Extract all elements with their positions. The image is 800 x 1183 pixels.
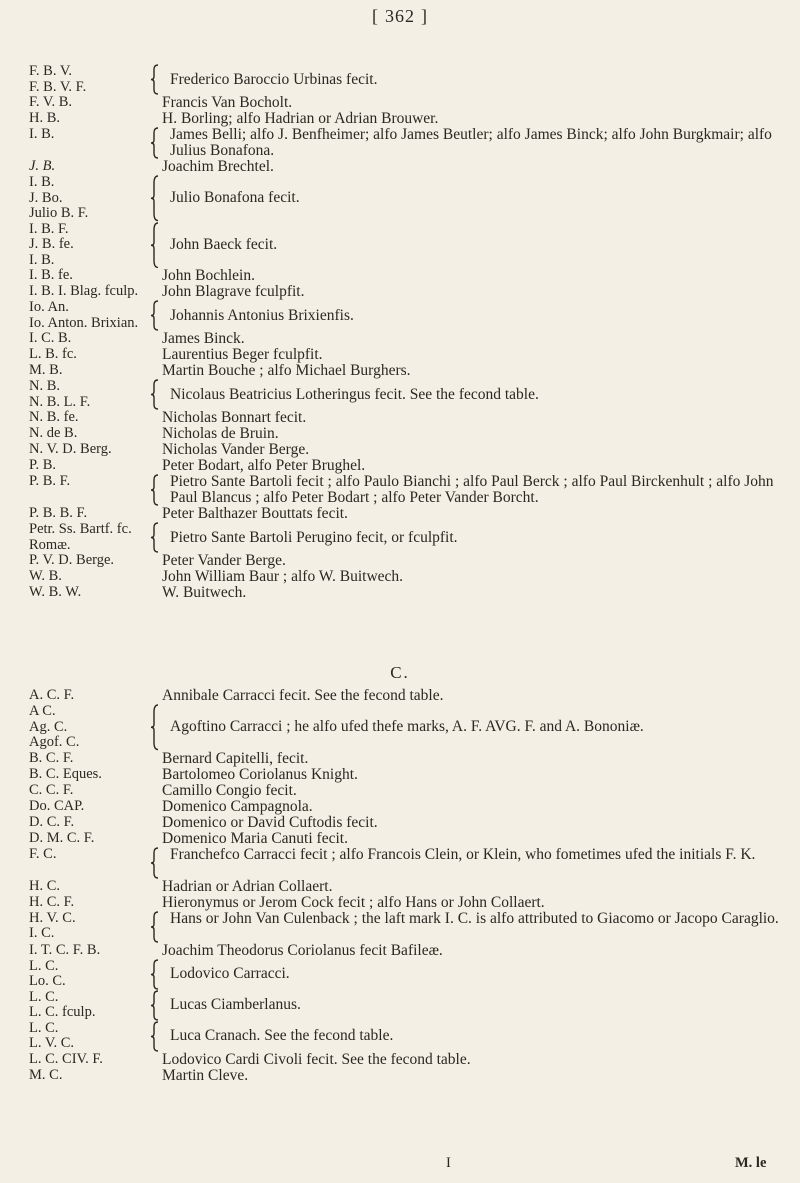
monogram-mark: Romæ. — [29, 536, 71, 553]
monogram-mark: Io. An. — [29, 299, 69, 315]
artist-description: Bartolomeo Coriolanus Knight. — [162, 765, 358, 783]
monogram-marks — [29, 688, 144, 704]
monogram-marks — [29, 831, 144, 847]
monogram-mark: Do. CAP. — [29, 797, 85, 814]
monogram-mark: L. C. — [29, 1019, 59, 1036]
monogram-marks — [29, 284, 144, 300]
monogram-mark: N. V. D. Berg. — [29, 441, 112, 457]
artist-description: Peter Balthazer Bouttats fecit. — [162, 505, 348, 522]
signature-mark: I — [446, 1155, 451, 1171]
monogram-marks — [29, 222, 144, 269]
artist-description: Nicholas Bonnart fecit. — [162, 409, 307, 426]
monogram-mark: I. B. — [29, 174, 55, 190]
monogram-marks — [29, 159, 144, 175]
monogram-mark: N. B. fe. — [29, 409, 79, 425]
monogram-marks — [29, 895, 144, 911]
monogram-mark: N. de B. — [29, 425, 78, 441]
artist-description: Johannis Antonius Brixienfis. — [170, 306, 354, 324]
artist-description: Domenico Maria Canuti fecit. — [162, 829, 348, 847]
monogram-mark: L. B. fc. — [29, 346, 77, 362]
monogram-marks — [29, 569, 144, 585]
monogram-marks — [29, 815, 144, 831]
monogram-marks — [29, 783, 144, 799]
monogram-marks — [29, 268, 144, 284]
artist-description: Julio Bonafona fecit. — [170, 189, 300, 207]
monogram-marks — [29, 64, 144, 95]
monogram-mark: F. V. B. — [29, 94, 73, 110]
monogram-mark: J. B. — [29, 158, 56, 174]
artist-description: Martin Cleve. — [162, 1066, 249, 1084]
monogram-marks — [29, 990, 144, 1021]
monogram-mark: D. C. F. — [29, 813, 75, 830]
monogram-mark: M. C. — [29, 1066, 63, 1083]
monogram-marks — [29, 767, 144, 783]
monogram-mark: I. C. — [29, 925, 55, 941]
brace-icon — [150, 847, 162, 879]
monogram-mark: B. C. F. — [29, 749, 74, 766]
artist-description: Domenico Campagnola. — [162, 797, 313, 815]
monogram-mark: A C. — [29, 703, 56, 719]
monogram-mark: I. B. F. — [29, 220, 69, 237]
monogram-mark: F. B. V. — [29, 63, 73, 79]
monogram-mark: M. B. — [29, 362, 63, 378]
artist-description: Luca Cranach. See the fecond table. — [170, 1027, 394, 1044]
monogram-mark: I. C. B. — [29, 330, 72, 346]
monogram-marks — [29, 300, 144, 331]
artist-description: Pietro Sante Bartoli fecit ; alfo Paulo Bianchi ; alfo Paul Berck ; alfo Paul Birckenhult ; alfo John Paul Blancus ; alfo Peter Bodart ; alfo Peter Vander Borcht. — [170, 473, 774, 506]
monogram-mark: H. C. — [29, 877, 61, 894]
monogram-mark: F. B. V. F. — [29, 78, 87, 95]
artist-description: Bernard Capitelli, fecit. — [162, 749, 309, 767]
brace-icon — [150, 911, 162, 943]
artist-description: Pietro Sante Bartoli Perugino fecit, or fculpfit. — [170, 528, 458, 546]
monogram-marks — [29, 751, 144, 767]
artist-description: James Belli; alfo J. Benfheimer; alfo James Beutler; alfo James Binck; alfo John Burgkmair; alfo Julius Bonafona. — [170, 126, 772, 159]
monogram-mark: H. V. C. — [29, 909, 76, 926]
brace-icon — [150, 64, 162, 95]
artist-description: Agoftino Carracci ; he alfo ufed thefe marks, A. F. AVG. F. and A. Bononiæ. — [170, 718, 644, 736]
monogram-marks — [29, 331, 144, 347]
artist-description: Laurentius Beger fculpfit. — [162, 346, 323, 363]
artist-description: Joachim Theodorus Coriolanus fecit Bafileæ. — [162, 941, 443, 959]
artist-description: Hieronymus or Jerom Cock fecit ; alfo Hans or John Collaert. — [162, 893, 545, 911]
monogram-marks — [29, 442, 144, 458]
monogram-mark: I. B. I. Blag. fculp. — [29, 283, 139, 299]
artist-description: Nicholas de Bruin. — [162, 425, 279, 442]
monogram-mark: I. B. — [29, 251, 55, 268]
section-heading: C. — [390, 663, 410, 682]
artist-description: Francis Van Bocholt. — [162, 94, 293, 111]
artist-description: John William Baur ; alfo W. Buitwech. — [162, 568, 404, 585]
monogram-marks — [29, 522, 144, 553]
monogram-marks — [29, 95, 144, 111]
brace-icon — [150, 127, 162, 159]
brace-icon — [150, 522, 162, 553]
artist-description: Hadrian or Adrian Collaert. — [162, 877, 333, 895]
monogram-mark: W. B. — [29, 568, 62, 584]
artist-description: Peter Bodart, alfo Peter Brughel. — [162, 457, 366, 474]
monogram-marks — [29, 1052, 144, 1068]
monogram-marks — [29, 175, 144, 222]
artist-description: Frederico Baroccio Urbinas fecit. — [170, 70, 378, 88]
monogram-marks — [29, 474, 144, 490]
monogram-marks — [29, 410, 144, 426]
monogram-mark: Ag. C. — [29, 718, 68, 735]
artist-description: John Baeck fecit. — [170, 235, 278, 253]
monogram-mark: L. V. C. — [29, 1035, 74, 1051]
artist-description: Lodovico Carracci. — [170, 965, 290, 982]
monogram-mark: P. B. B. F. — [29, 505, 88, 521]
artist-description: H. Borling; alfo Hadrian or Adrian Brouwer. — [162, 110, 439, 127]
monogram-marks — [29, 879, 144, 895]
monogram-marks — [29, 799, 144, 815]
monogram-marks — [29, 1068, 144, 1084]
artist-description: John Blagrave fculpfit. — [162, 283, 305, 300]
monogram-marks — [29, 127, 144, 143]
artist-description: Lodovico Cardi Civoli fecit. See the fecond table. — [162, 1050, 471, 1068]
artist-description: Camillo Congio fecit. — [162, 781, 297, 799]
monogram-mark: F. C. — [29, 845, 57, 862]
brace-icon — [150, 379, 162, 410]
monogram-marks — [29, 426, 144, 442]
monogram-marks — [29, 506, 144, 522]
monogram-mark: I. B. fe. — [29, 267, 73, 283]
artist-description: Franchefco Carracci fecit ; alfo Francois Clein, or Klein, who fometimes ufed the initials F. K. — [170, 845, 756, 863]
brace-icon — [150, 959, 162, 990]
brace-icon — [150, 175, 162, 222]
monogram-marks — [29, 363, 144, 379]
monogram-marks — [29, 111, 144, 127]
artist-description: Martin Bouche ; alfo Michael Burghers. — [162, 362, 411, 379]
artist-description: Hans or John Van Culenback ; the laft mark I. C. is alfo attributed to Giacomo or Jacopo Caraglio. — [170, 909, 779, 927]
monogram-mark: Julio B. F. — [29, 205, 89, 221]
monogram-mark: J. Bo. — [29, 189, 63, 206]
monogram-marks — [29, 585, 144, 601]
artist-description: James Binck. — [162, 330, 245, 347]
monogram-marks — [29, 458, 144, 474]
monogram-mark: I. T. C. F. B. — [29, 941, 101, 958]
catchword: M. le — [735, 1155, 767, 1171]
monogram-mark: L. C. fculp. — [29, 1004, 96, 1020]
monogram-marks — [29, 959, 144, 990]
monogram-mark: I. B. — [29, 126, 55, 142]
monogram-mark: P. V. D. Berge. — [29, 552, 115, 568]
monogram-mark: P. B. — [29, 457, 57, 473]
monogram-mark: L. C. — [29, 957, 59, 974]
monogram-mark: Agof. C. — [29, 734, 80, 750]
artist-description: Domenico or David Cuftodis fecit. — [162, 813, 378, 831]
monogram-marks — [29, 704, 144, 751]
monogram-mark: Lo. C. — [29, 973, 66, 989]
monogram-marks — [29, 911, 144, 942]
monogram-mark: J. B. fe. — [29, 236, 74, 252]
monogram-mark: C. C. F. — [29, 781, 74, 798]
monogram-mark: H. B. — [29, 110, 61, 126]
artist-description: Joachim Brechtel. — [162, 158, 274, 175]
brace-icon — [150, 990, 162, 1021]
monogram-mark: L. C. — [29, 988, 59, 1005]
monogram-mark: W. B. W. — [29, 584, 82, 600]
brace-icon — [150, 474, 162, 506]
artist-description: Lucas Ciamberlanus. — [170, 996, 301, 1013]
monogram-marks — [29, 847, 144, 863]
brace-icon — [150, 1021, 162, 1052]
artist-description: W. Buitwech. — [162, 584, 247, 601]
monogram-marks — [29, 347, 144, 363]
monogram-marks — [29, 553, 144, 569]
monogram-mark: N. B. — [29, 378, 61, 394]
monogram-mark: A. C. F. — [29, 687, 75, 703]
brace-icon — [150, 222, 162, 269]
monogram-mark: P. B. F. — [29, 473, 71, 489]
monogram-mark: Petr. Ss. Bartf. fc. — [29, 521, 132, 537]
monogram-marks — [29, 379, 144, 410]
monogram-marks — [29, 943, 144, 959]
monogram-mark: B. C. Eques. — [29, 765, 102, 782]
brace-icon — [150, 300, 162, 331]
artist-description: John Bochlein. — [162, 267, 255, 284]
artist-description: Annibale Carracci fecit. See the fecond table. — [162, 687, 444, 704]
monogram-mark: D. M. C. F. — [29, 829, 95, 846]
monogram-marks — [29, 1021, 144, 1052]
monogram-mark: L. C. CIV. F. — [29, 1050, 103, 1067]
monogram-mark: N. B. L. F. — [29, 393, 91, 410]
brace-icon — [150, 704, 162, 751]
artist-description: Peter Vander Berge. — [162, 552, 286, 569]
artist-description: Nicholas Vander Berge. — [162, 441, 310, 458]
page-number: [ 362 ] — [372, 6, 428, 26]
artist-description: Nicolaus Beatricius Lotheringus fecit. See the fecond table. — [170, 385, 539, 403]
monogram-mark: Io. Anton. Brixian. — [29, 314, 139, 331]
monogram-mark: H. C. F. — [29, 893, 75, 910]
